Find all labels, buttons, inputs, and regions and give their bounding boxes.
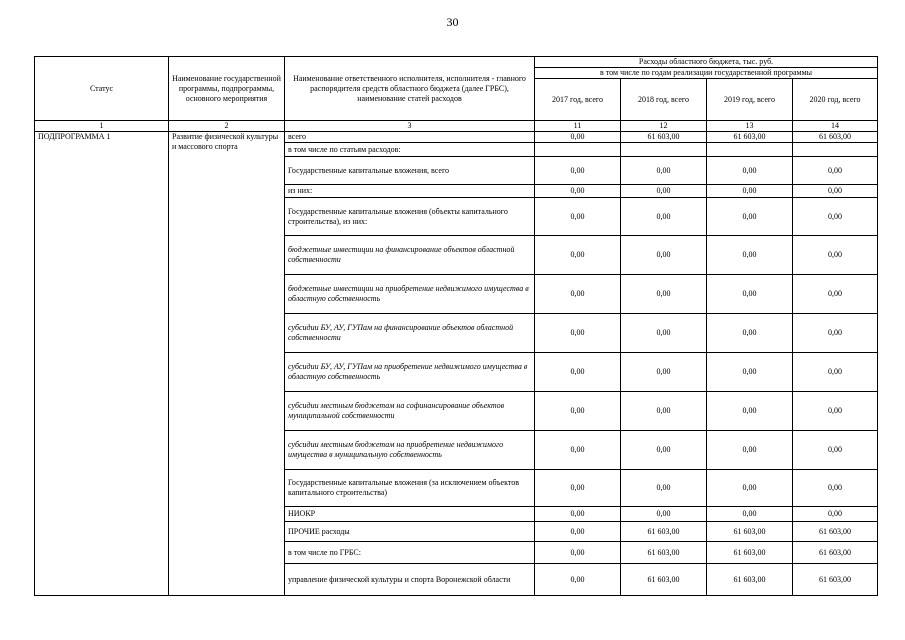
row-value: 0,00 <box>707 275 793 314</box>
header-year-2019: 2019 год, всего <box>707 79 793 121</box>
row-value: 0,00 <box>707 470 793 507</box>
column-number: 11 <box>535 121 621 132</box>
row-value <box>621 143 707 157</box>
row-value: 0,00 <box>535 470 621 507</box>
row-value: 0,00 <box>621 314 707 353</box>
row-label: субсидии БУ, АУ, ГУПам на приобретение недвижимого имущества в областную собственность <box>285 353 535 392</box>
row-value <box>535 143 621 157</box>
column-number: 3 <box>285 121 535 132</box>
program-cell: Развитие физической культуры и массового спорта <box>169 132 285 596</box>
header-executor: Наименование ответственного исполнителя, исполнителя - главного распорядителя средств областного бюджета (далее ГРБС), наименование статей расходов <box>285 57 535 121</box>
row-label: субсидии БУ, АУ, ГУПам на финансирование объектов областной собственности <box>285 314 535 353</box>
row-value: 61 603,00 <box>621 132 707 143</box>
row-value: 0,00 <box>621 198 707 236</box>
row-label: бюджетные инвестиции на финансирование объектов областной собственности <box>285 236 535 275</box>
row-value: 0,00 <box>535 392 621 431</box>
row-value: 0,00 <box>621 185 707 198</box>
row-label: Государственные капитальные вложения (объекты капитального строительства), из них: <box>285 198 535 236</box>
row-value: 0,00 <box>535 522 621 542</box>
row-value: 0,00 <box>793 353 878 392</box>
column-number: 1 <box>35 121 169 132</box>
row-value: 0,00 <box>535 236 621 275</box>
row-label: бюджетные инвестиции на приобретение недвижимого имущества в областную собственность <box>285 275 535 314</box>
row-label: НИОКР <box>285 507 535 522</box>
row-value: 0,00 <box>707 236 793 275</box>
row-value: 0,00 <box>535 507 621 522</box>
row-value: 0,00 <box>621 392 707 431</box>
row-value: 0,00 <box>535 431 621 470</box>
row-value: 0,00 <box>707 507 793 522</box>
row-value: 0,00 <box>793 431 878 470</box>
column-number: 12 <box>621 121 707 132</box>
row-label: ПРОЧИЕ расходы <box>285 522 535 542</box>
budget-table <box>34 56 878 596</box>
header-status: Статус <box>35 57 169 121</box>
row-value: 0,00 <box>793 236 878 275</box>
row-value: 0,00 <box>621 470 707 507</box>
row-label: в том числе по ГРБС: <box>285 542 535 564</box>
row-value: 0,00 <box>535 275 621 314</box>
row-value: 61 603,00 <box>793 542 878 564</box>
row-label: всего <box>285 132 535 143</box>
header-year-2017: 2017 год, всего <box>535 79 621 121</box>
row-value: 61 603,00 <box>793 564 878 596</box>
row-value: 0,00 <box>793 392 878 431</box>
row-value: 0,00 <box>535 542 621 564</box>
row-value: 61 603,00 <box>707 542 793 564</box>
row-value: 0,00 <box>707 353 793 392</box>
header-program-name: Наименование государственной программы, подпрограммы, основного мероприятия <box>169 57 285 121</box>
header-year-2020: 2020 год, всего <box>793 79 878 121</box>
row-value: 0,00 <box>535 564 621 596</box>
row-value: 61 603,00 <box>621 564 707 596</box>
row-value: 0,00 <box>707 314 793 353</box>
row-value: 0,00 <box>707 185 793 198</box>
header-by-years: в том числе по годам реализации государственной программы <box>535 68 878 79</box>
row-value: 0,00 <box>621 507 707 522</box>
row-value: 0,00 <box>707 392 793 431</box>
row-value: 0,00 <box>535 157 621 185</box>
row-value: 0,00 <box>535 353 621 392</box>
row-label: субсидии местным бюджетам на приобретение недвижимого имущества в муниципальную собственность <box>285 431 535 470</box>
row-value: 61 603,00 <box>707 522 793 542</box>
row-label: из них: <box>285 185 535 198</box>
column-numbers-row <box>35 121 878 132</box>
column-number: 14 <box>793 121 878 132</box>
row-label: управление физической культуры и спорта Воронежской области <box>285 564 535 596</box>
header-expenses: Расходы областного бюджета, тыс. руб. <box>535 57 878 68</box>
page-number: 30 <box>446 15 459 29</box>
column-number: 13 <box>707 121 793 132</box>
row-value: 61 603,00 <box>793 522 878 542</box>
row-value: 0,00 <box>793 314 878 353</box>
row-value: 0,00 <box>793 507 878 522</box>
row-value: 61 603,00 <box>621 542 707 564</box>
row-value: 0,00 <box>621 157 707 185</box>
row-value: 0,00 <box>535 132 621 143</box>
row-value: 61 603,00 <box>707 132 793 143</box>
row-value: 0,00 <box>707 431 793 470</box>
row-value: 0,00 <box>535 198 621 236</box>
row-value: 0,00 <box>621 236 707 275</box>
row-value: 0,00 <box>621 353 707 392</box>
row-value: 61 603,00 <box>707 564 793 596</box>
row-value: 0,00 <box>793 157 878 185</box>
row-value: 61 603,00 <box>621 522 707 542</box>
row-value: 0,00 <box>535 314 621 353</box>
row-value: 0,00 <box>793 470 878 507</box>
row-value: 0,00 <box>793 198 878 236</box>
row-value: 0,00 <box>621 275 707 314</box>
table-row <box>35 132 878 143</box>
row-value: 0,00 <box>793 185 878 198</box>
header-year-2018: 2018 год, всего <box>621 79 707 121</box>
row-value: 61 603,00 <box>793 132 878 143</box>
row-value: 0,00 <box>535 185 621 198</box>
row-label: Государственные капитальные вложения, всего <box>285 157 535 185</box>
row-value <box>707 143 793 157</box>
row-value <box>793 143 878 157</box>
row-value: 0,00 <box>621 431 707 470</box>
row-label: в том числе по статьям расходов: <box>285 143 535 157</box>
row-value: 0,00 <box>707 157 793 185</box>
status-cell: ПОДПРОГРАММА 1 <box>35 132 169 596</box>
row-label: Государственные капитальные вложения (за исключением объектов капитального строительства) <box>285 470 535 507</box>
column-number: 2 <box>169 121 285 132</box>
row-value: 0,00 <box>707 198 793 236</box>
row-label: субсидии местным бюджетам на софинансирование объектов муниципальной собственности <box>285 392 535 431</box>
row-value: 0,00 <box>793 275 878 314</box>
